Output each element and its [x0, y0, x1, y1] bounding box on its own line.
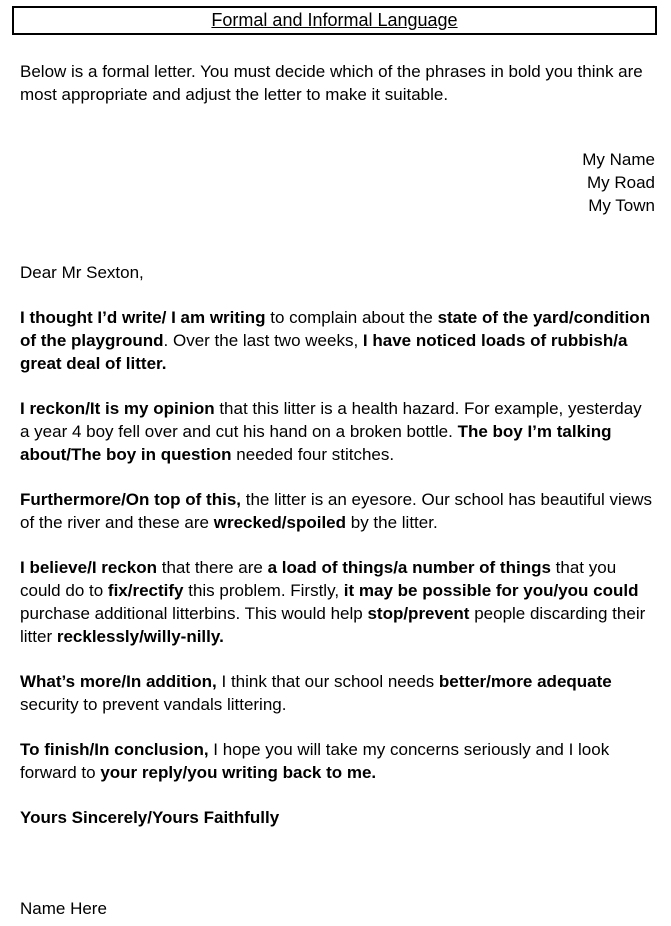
letter-paragraph-4: I believe/I reckon that there are a load of things/a number of things that you could do to fix/rectify this problem. Firstly, it may be possible for you/you could purchase additional litterbins. This would help stop/prevent people discarding their litter recklessly/willy-nilly.	[20, 558, 646, 646]
address-line-town: My Town	[588, 196, 655, 215]
letter-paragraph-1: I thought I’d write/ I am writing to complain about the state of the yard/condition of the playground. Over the last two weeks, I have noticed loads of rubbish/a great deal of litter.	[20, 308, 651, 373]
page-title: Formal and Informal Language	[211, 10, 458, 30]
letter-paragraph-2: I reckon/It is my opinion that this litter is a health hazard. For example, yesterday a year 4 boy fell over and cut his hand on a broken bottle. The boy I’m talking about/The boy in question needed four stitches.	[20, 399, 642, 464]
title-box	[12, 6, 657, 35]
address-line-name: My Name	[582, 150, 655, 169]
signoff: Yours Sincerely/Yours Faithfully	[20, 808, 280, 827]
letter-paragraph-3: Furthermore/On top of this, the litter is an eyesore. Our school has beautiful views of the river and these are wrecked/spoiled by the litter.	[20, 490, 653, 532]
letter-body	[12, 60, 657, 920]
address-line-road: My Road	[586, 173, 655, 192]
instructions-text: Below is a formal letter. You must decide which of the phrases in bold you think are most appropriate and adjust the letter to make it suitable.	[20, 62, 643, 104]
letter-paragraph-5: What’s more/In addition, I think that our school needs better/more adequate security to prevent vandals littering.	[20, 672, 612, 714]
salutation: Dear Mr Sexton,	[20, 263, 144, 282]
letter-paragraph-6: To finish/In conclusion, I hope you will take my concerns seriously and I look forward to your reply/you writing back to me.	[20, 740, 610, 782]
sender-address	[20, 148, 655, 217]
signature-name: Name Here	[20, 899, 107, 918]
